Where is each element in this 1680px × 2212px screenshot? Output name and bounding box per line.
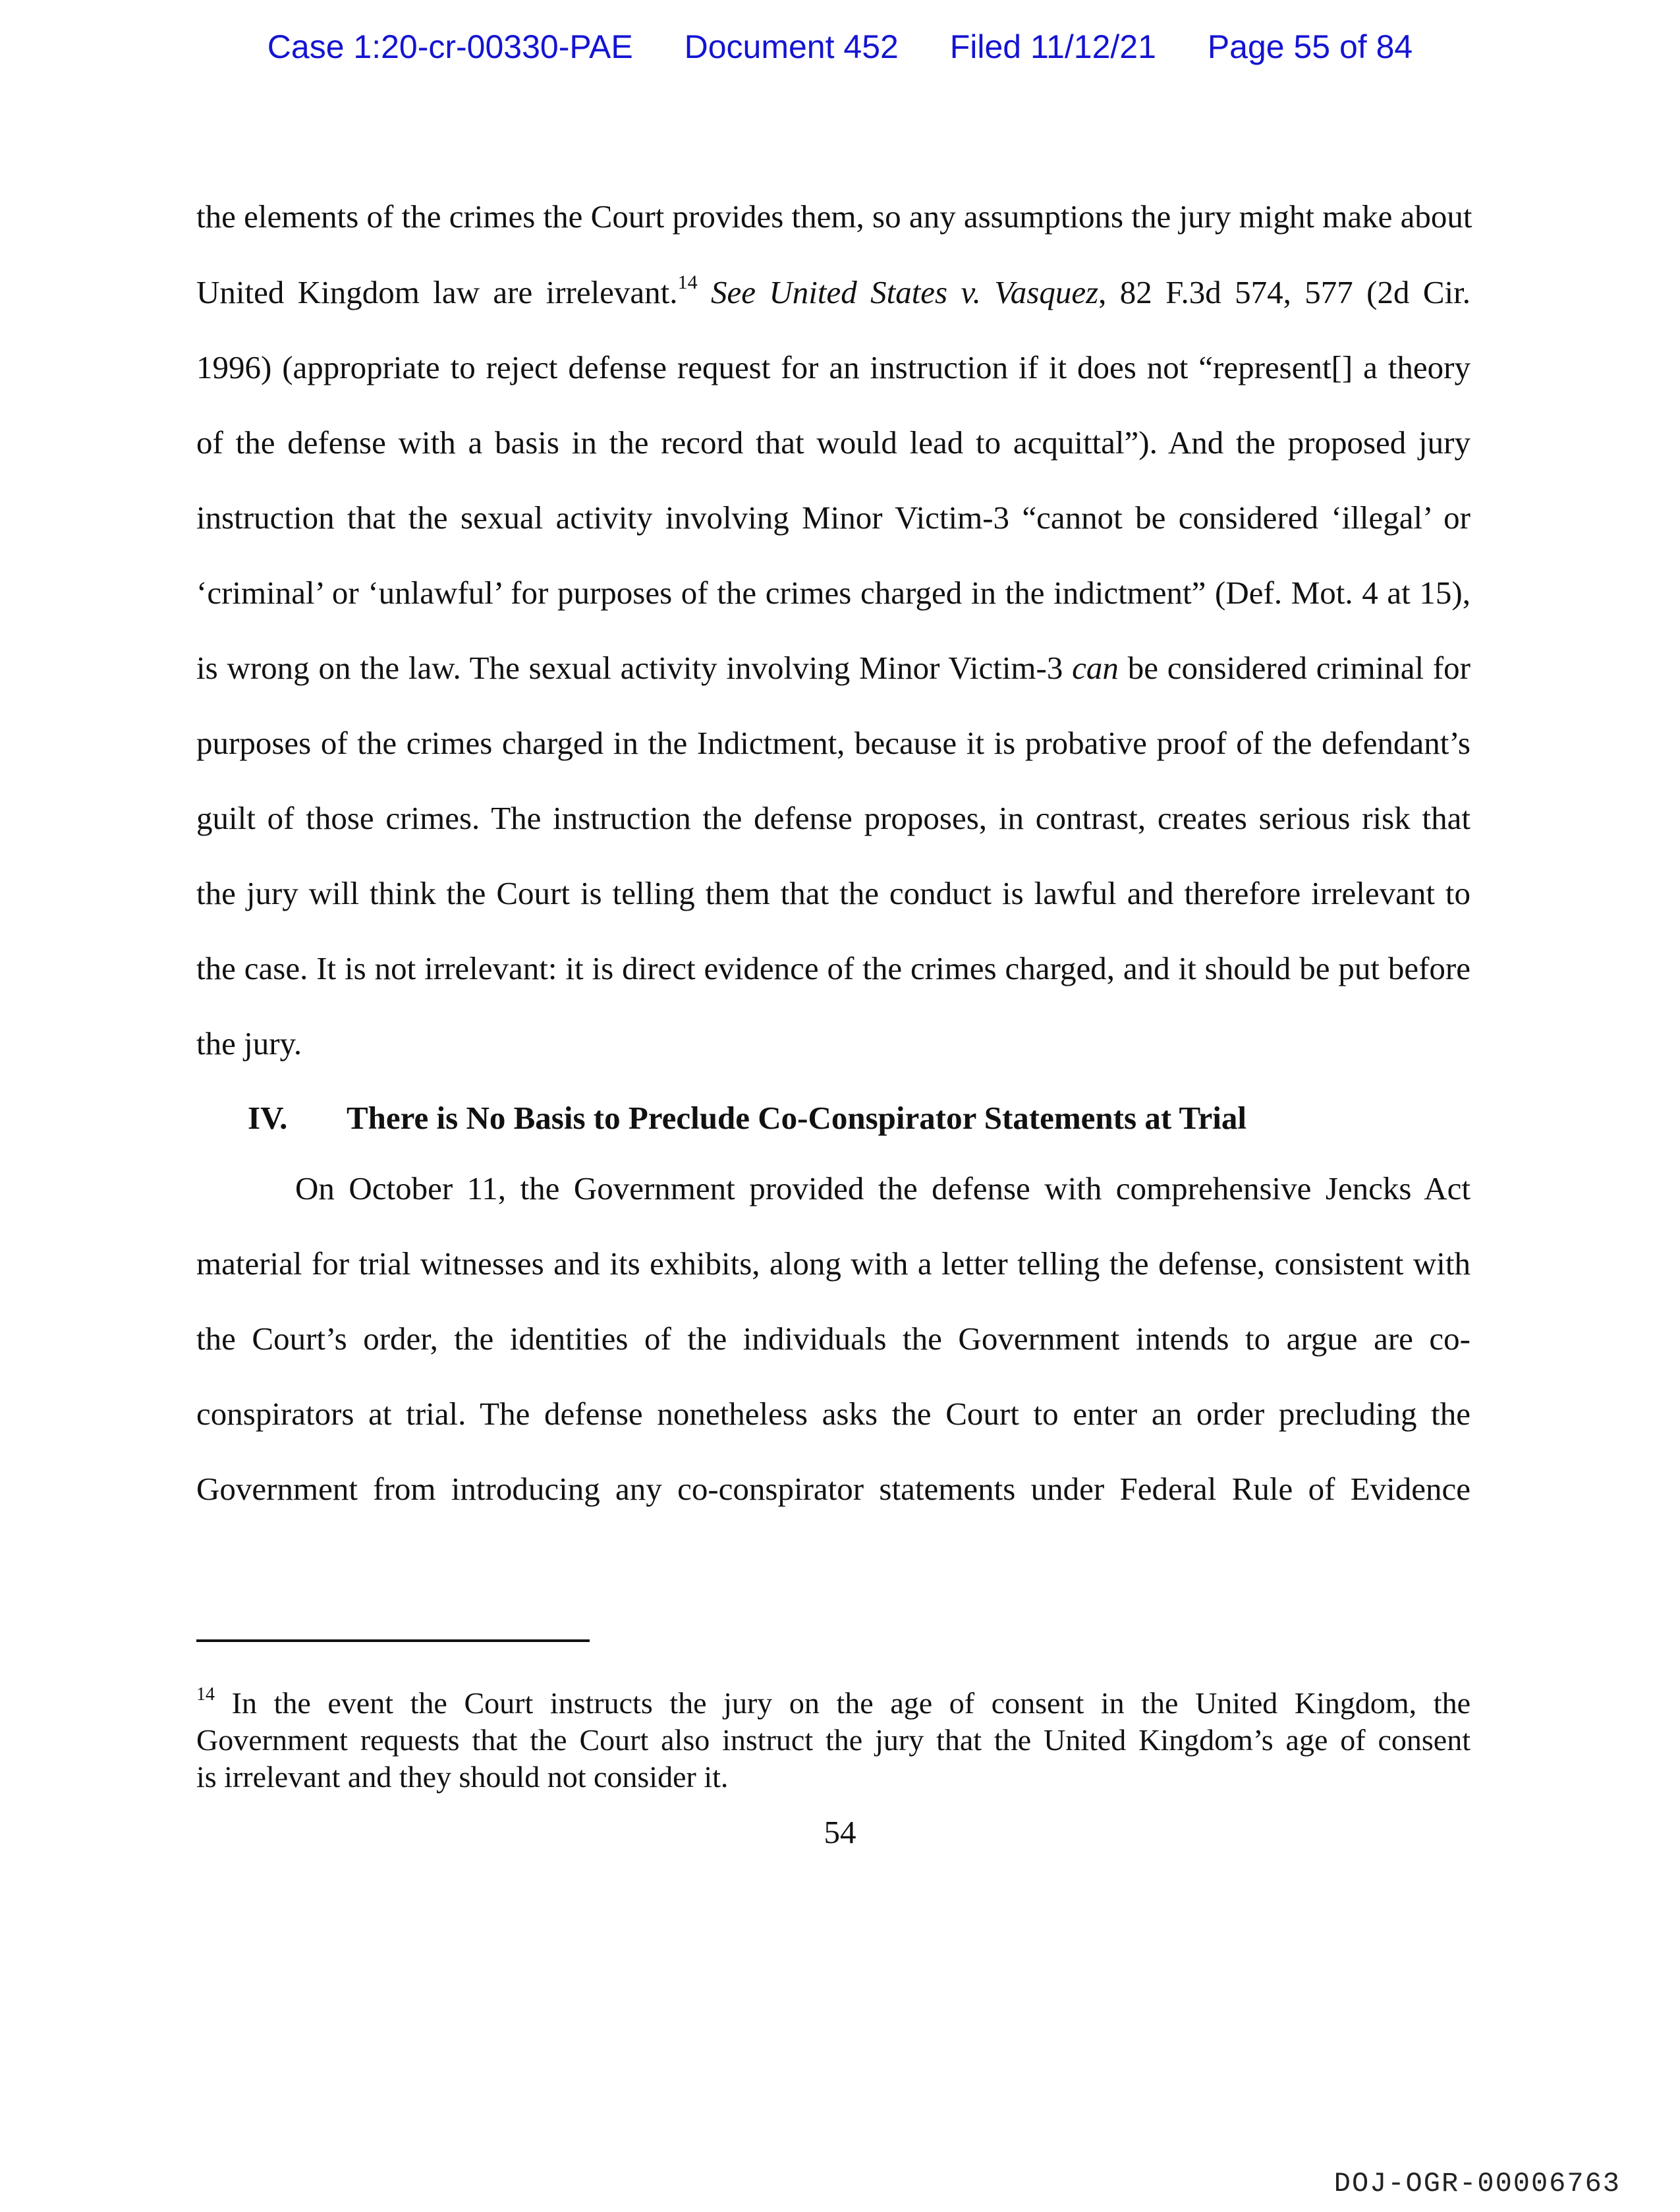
footnote-separator [196,1639,590,1642]
case-citation: See United States v. Vasquez [697,274,1099,310]
section-number: IV. [248,1100,288,1136]
body-line: purposes of the crimes charged in the Indictment, because it is probative proof of the defendant’s [196,725,1470,761]
footnote-line: Government requests that the Court also instruct the jury that the United Kingdom’s age of consent [196,1723,1470,1757]
body-line: the case. It is not irrelevant: it is direct evidence of the crimes charged, and it should be put before [196,950,1470,986]
page-of-total: Page 55 of 84 [1207,28,1413,65]
body-line: ‘criminal’ or ‘unlawful’ for purposes of the crimes charged in the indictment” (Def. Mot. 4 at 15), [196,575,1470,611]
body-line: guilt of those crimes. The instruction the defense proposes, in contrast, creates serious risk that [196,800,1470,836]
case-number: Case 1:20-cr-00330-PAE [267,28,633,65]
emphasis: can [1072,650,1119,686]
footnote-marker: 14 [196,1684,215,1705]
footnote-line: $^{14}$ In the event the Court instructs the jury on the age of consent in the United Kingdom, the [196,1684,1470,1720]
body-line: On October 11, the Government provided the defense with comprehensive Jencks Act [295,1170,1470,1206]
body-line: instruction that the sexual activity involving Minor Victim-3 “cannot be considered ‘illegal’ or [196,499,1470,536]
body-line: conspirators at trial. The defense nonetheless asks the Court to enter an order precluding the [196,1396,1470,1432]
page-number: 54 [824,1814,856,1850]
body-line: the jury. [196,1025,302,1062]
body-line: Government from introducing any co-conspirator statements under Federal Rule of Evidence [196,1471,1470,1507]
section-title: There is No Basis to Preclude Co-Conspirator Statements at Trial [347,1100,1247,1136]
body-line: material for trial witnesses and its exhibits, along with a letter telling the defense, consistent with [196,1245,1470,1282]
section-heading [248,1099,1246,1137]
document-number: Document 452 [684,28,899,65]
bates-number: DOJ-OGR-00006763 [1333,2168,1621,2199]
body-line: the Court’s order, the identities of the individuals the Government intends to argue are co- [196,1320,1470,1357]
footnote-reference: 14 [677,271,698,293]
body-line: United Kingdom law are irrelevant.$^{14}$ See United States v. Vasquez, 82 F.3d 574, 577 (2d Cir. [196,271,1471,310]
body-line: the jury will think the Court is telling them that the conduct is lawful and therefore irrelevant to [196,875,1470,911]
body-line: is wrong on the law. The sexual activity involving Minor Victim-3 can be considered criminal for [196,650,1470,686]
body-line: of the defense with a basis in the record that would lead to acquittal”). And the proposed jury [196,424,1470,461]
filed-date: Filed 11/12/21 [949,28,1156,65]
court-filing-header [0,28,1680,66]
body-line: the elements of the crimes the Court provides them, so any assumptions the jury might make about [196,198,1472,235]
footnote-line: is irrelevant and they should not consider it. [196,1760,729,1794]
body-line: 1996) (appropriate to reject defense request for an instruction if it does not “represent[] a theory [196,349,1470,385]
